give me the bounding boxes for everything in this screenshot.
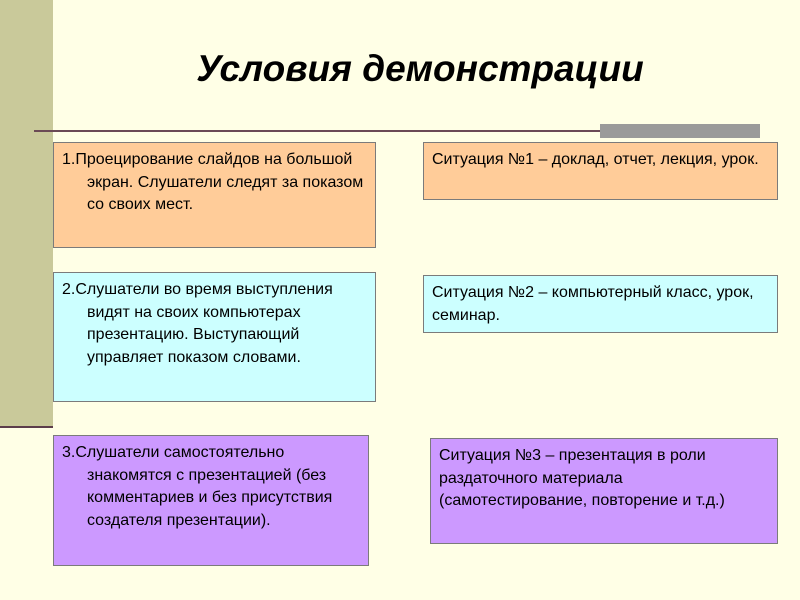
condition-text-3: 3.Слушатели самостоятельно знакомятся с презентацией (без комментариев и без присутствия создателя презентации). (62, 444, 333, 529)
situation-text-2: Ситуация №2 – компьютерный класс, урок, семинар. (432, 284, 754, 324)
situation-text-1: Ситуация №1 – доклад, отчет, лекция, урок. (432, 151, 759, 168)
situation-box-2 (423, 275, 778, 333)
left-decor-bar (0, 0, 53, 426)
condition-box-1 (53, 142, 376, 248)
situation-text-3: Ситуация №3 – презентация в роли раздаточного материала (самотестирование, повторение и т.д.) (439, 447, 725, 509)
condition-box-3 (53, 435, 369, 566)
condition-box-2 (53, 272, 376, 402)
left-decor-line (0, 426, 53, 428)
situation-box-1 (423, 142, 778, 200)
divider-accent (600, 124, 760, 138)
condition-text-1: 1.Проецирование слайдов на большой экран. Слушатели следят за показом со своих мест. (62, 151, 364, 213)
condition-text-2: 2.Слушатели во время выступления видят на своих компьютерах презентацию. Выступающий управляет показом словами. (62, 281, 333, 366)
slide-title: Условия демонстрации (196, 48, 644, 89)
situation-box-3 (430, 438, 778, 544)
